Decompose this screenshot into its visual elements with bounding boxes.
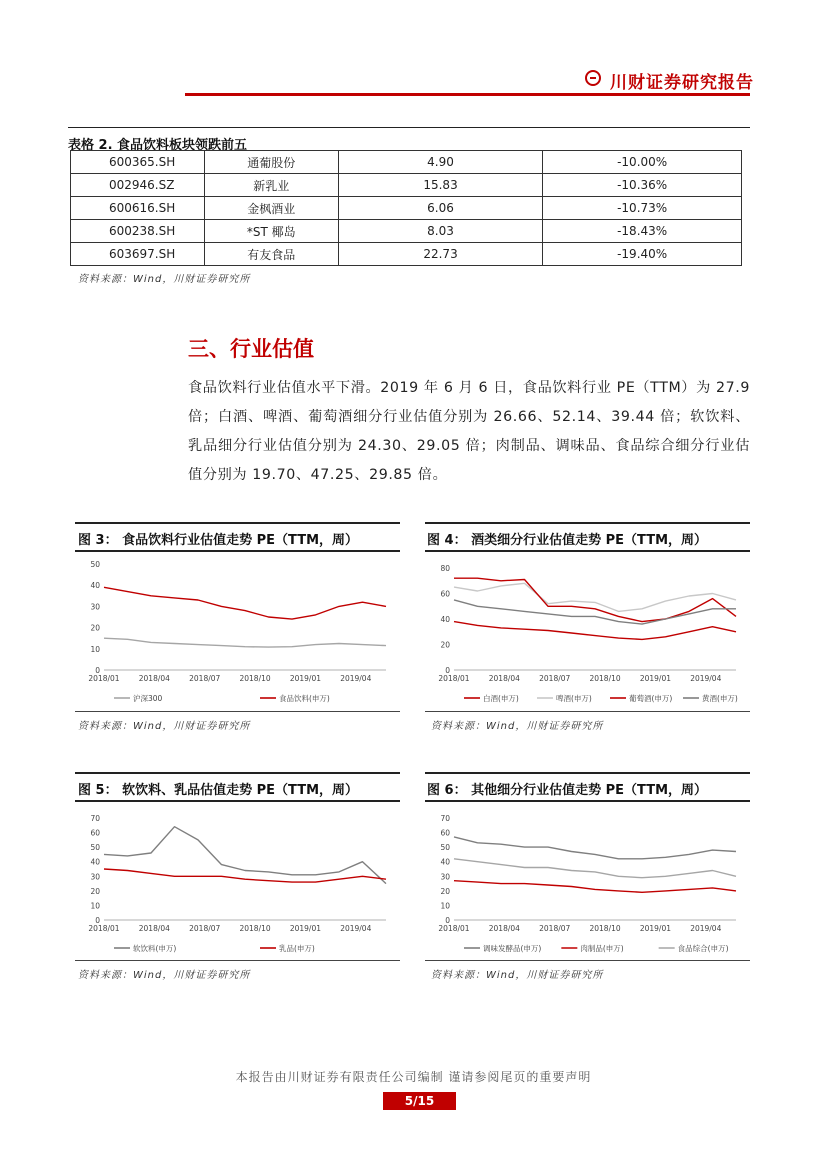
y-tick-label: 40 [90,857,100,867]
series-line [104,587,386,619]
x-tick-label: 2018/07 [539,924,571,933]
table-row [71,197,742,220]
fig5-title: 图 5： 软饮料、乳品估值走势 PE（TTM，周） [78,783,359,798]
x-tick-label: 2019/04 [690,674,722,683]
x-tick-label: 2019/01 [639,674,672,683]
fig3-top-rule [75,522,400,524]
y-tick-label: 10 [90,901,100,911]
x-tick-label: 2018/04 [488,674,520,683]
y-tick-label: 30 [440,872,450,882]
x-tick-label: 2019/01 [289,924,322,933]
series-line [454,600,736,624]
fig6-source: 资料来源：Wind，川财证券研究所 [431,970,604,981]
legend-label: 白酒(申万) [483,694,519,703]
cell-code: 600238.SH [71,220,205,243]
table-row [71,174,742,197]
x-tick-label: 2018/01 [438,924,470,933]
fig6-bottom-rule [425,960,750,961]
fig3-title: 图 3： 食品饮料行业估值走势 PE（TTM，周） [78,533,359,548]
cell-name: *ST 椰岛 [204,220,338,243]
y-tick-label: 50 [440,843,450,853]
cell-code: 002946.SZ [71,174,205,197]
x-tick-label: 2019/04 [690,924,722,933]
x-tick-label: 2018/10 [589,674,621,683]
cell-name: 新乳业 [204,174,338,197]
legend-label: 黄酒(申万) [702,694,738,703]
y-tick-label: 60 [90,828,100,838]
legend-label: 肉制品(申万) [580,944,624,953]
cell-name: 通葡股份 [204,151,338,174]
y-tick-label: 80 [440,564,450,573]
y-tick-label: 30 [90,872,100,882]
cell-price: 15.83 [338,174,543,197]
cell-change: -10.36% [543,174,742,197]
table-caption: 表格 2. 食品饮料板块领跌前五 [68,138,248,153]
fig6-title-rule [425,800,750,802]
y-tick-label: 10 [90,644,100,654]
legend-label: 葡萄酒(申万) [629,694,673,703]
brand-logo-icon [585,70,601,86]
fig4-top-rule [425,522,750,524]
series-line [454,622,736,640]
y-tick-label: 40 [440,615,450,624]
x-tick-label: 2018/10 [239,924,271,933]
x-tick-label: 2019/01 [289,674,322,683]
series-line [454,578,736,621]
fig5-bottom-rule [75,960,400,961]
fig6-title: 图 6： 其他细分行业估值走势 PE（TTM，周） [427,783,708,798]
x-tick-label: 2018/04 [138,674,170,683]
cell-change: -10.73% [543,197,742,220]
footer-disclaimer: 本报告由川财证券有限责任公司编制 谨请参阅尾页的重要声明 [235,1070,592,1084]
legend-label: 啤酒(申万) [556,694,592,703]
legend-label: 沪深300 [133,694,163,703]
x-tick-label: 2018/04 [488,924,520,933]
cell-change: -18.43% [543,220,742,243]
x-tick-label: 2019/04 [340,924,372,933]
y-tick-label: 40 [90,581,100,591]
y-tick-label: 70 [440,814,450,823]
y-tick-label: 50 [90,843,100,853]
series-line [104,827,386,884]
cell-change: -10.00% [543,151,742,174]
cell-price: 6.06 [338,197,543,220]
cell-code: 603697.SH [71,243,205,266]
y-tick-label: 60 [440,828,450,838]
y-tick-label: 10 [440,901,450,911]
y-tick-label: 30 [90,602,100,612]
fig4-title: 图 4： 酒类细分行业估值走势 PE（TTM，周） [427,533,708,548]
cell-price: 8.03 [338,220,543,243]
x-tick-label: 2019/01 [639,924,672,933]
fig4-title-rule [425,550,750,552]
y-tick-label: 20 [90,886,100,896]
series-line [454,881,736,893]
cell-change: -19.40% [543,243,742,266]
fig5-top-rule [75,772,400,774]
y-tick-label: 40 [440,857,450,867]
x-tick-label: 2018/10 [239,674,271,683]
y-tick-label: 50 [90,560,100,569]
y-tick-label: 0 [445,916,450,925]
x-tick-label: 2018/07 [539,674,571,683]
x-tick-label: 2018/01 [438,674,470,683]
y-tick-label: 70 [90,814,100,823]
y-tick-label: 0 [95,916,100,925]
table-row [71,151,742,174]
fig4-chart [428,562,748,710]
cell-code: 600365.SH [71,151,205,174]
x-tick-label: 2018/01 [88,924,120,933]
fig5-title-rule [75,800,400,802]
x-tick-label: 2018/01 [88,674,120,683]
fig6-chart [428,812,748,960]
x-tick-label: 2018/07 [189,674,221,683]
page-number: 5/15 [383,1092,456,1110]
cell-price: 22.73 [338,243,543,266]
fig3-title-rule [75,550,400,552]
legend-label: 乳品(申万) [279,944,315,953]
cell-name: 金枫酒业 [204,197,338,220]
table-source: 资料来源：Wind，川财证券研究所 [78,274,251,285]
x-tick-label: 2018/07 [189,924,221,933]
stock-table [70,150,742,266]
cell-price: 4.90 [338,151,543,174]
fig3-bottom-rule [75,711,400,712]
cell-code: 600616.SH [71,197,205,220]
fig5-chart [78,812,398,960]
legend-label: 软饮料(申万) [133,944,177,953]
section-title: 三、行业估值 [188,337,314,361]
fig5-source: 资料来源：Wind，川财证券研究所 [78,970,251,981]
y-tick-label: 0 [445,666,450,675]
brand-title: 川财证券研究报告 [610,73,754,93]
section-paragraph: 食品饮料行业估值水平下滑。2019 年 6 月 6 日，食品饮料行业 PE（TTM）为 27.9 倍；白酒、啤酒、葡萄酒细分行业估值分别为 26.66、52.14、39.44 倍；软饮料、乳品细分行业估值分别为 24.30、29.05 倍；肉制品、调味品、食品综合细分行业估值分别为 19.70、47.25、29.85 倍。 [188,380,750,483]
fig4-bottom-rule [425,711,750,712]
legend-label: 食品饮料(申万) [279,694,330,703]
legend-label: 调味发酵品(申万) [483,944,542,953]
y-tick-label: 20 [440,640,450,650]
x-tick-label: 2019/04 [340,674,372,683]
table-top-rule [68,127,750,128]
fig4-source: 资料来源：Wind，川财证券研究所 [431,721,604,732]
cell-name: 有友食品 [204,243,338,266]
fig3-chart [78,558,398,710]
header-rule [185,93,750,96]
y-tick-label: 0 [95,666,100,675]
table-row [71,243,742,266]
series-line [454,837,736,859]
fig3-source: 资料来源：Wind，川财证券研究所 [78,721,251,732]
series-line [454,583,736,611]
x-tick-label: 2018/10 [589,924,621,933]
y-tick-label: 60 [440,589,450,599]
x-tick-label: 2018/04 [138,924,170,933]
table-row [71,220,742,243]
fig6-top-rule [425,772,750,774]
legend-label: 食品综合(申万) [677,944,729,953]
y-tick-label: 20 [90,623,100,633]
y-tick-label: 20 [440,886,450,896]
series-line [104,638,386,647]
series-line [454,859,736,878]
